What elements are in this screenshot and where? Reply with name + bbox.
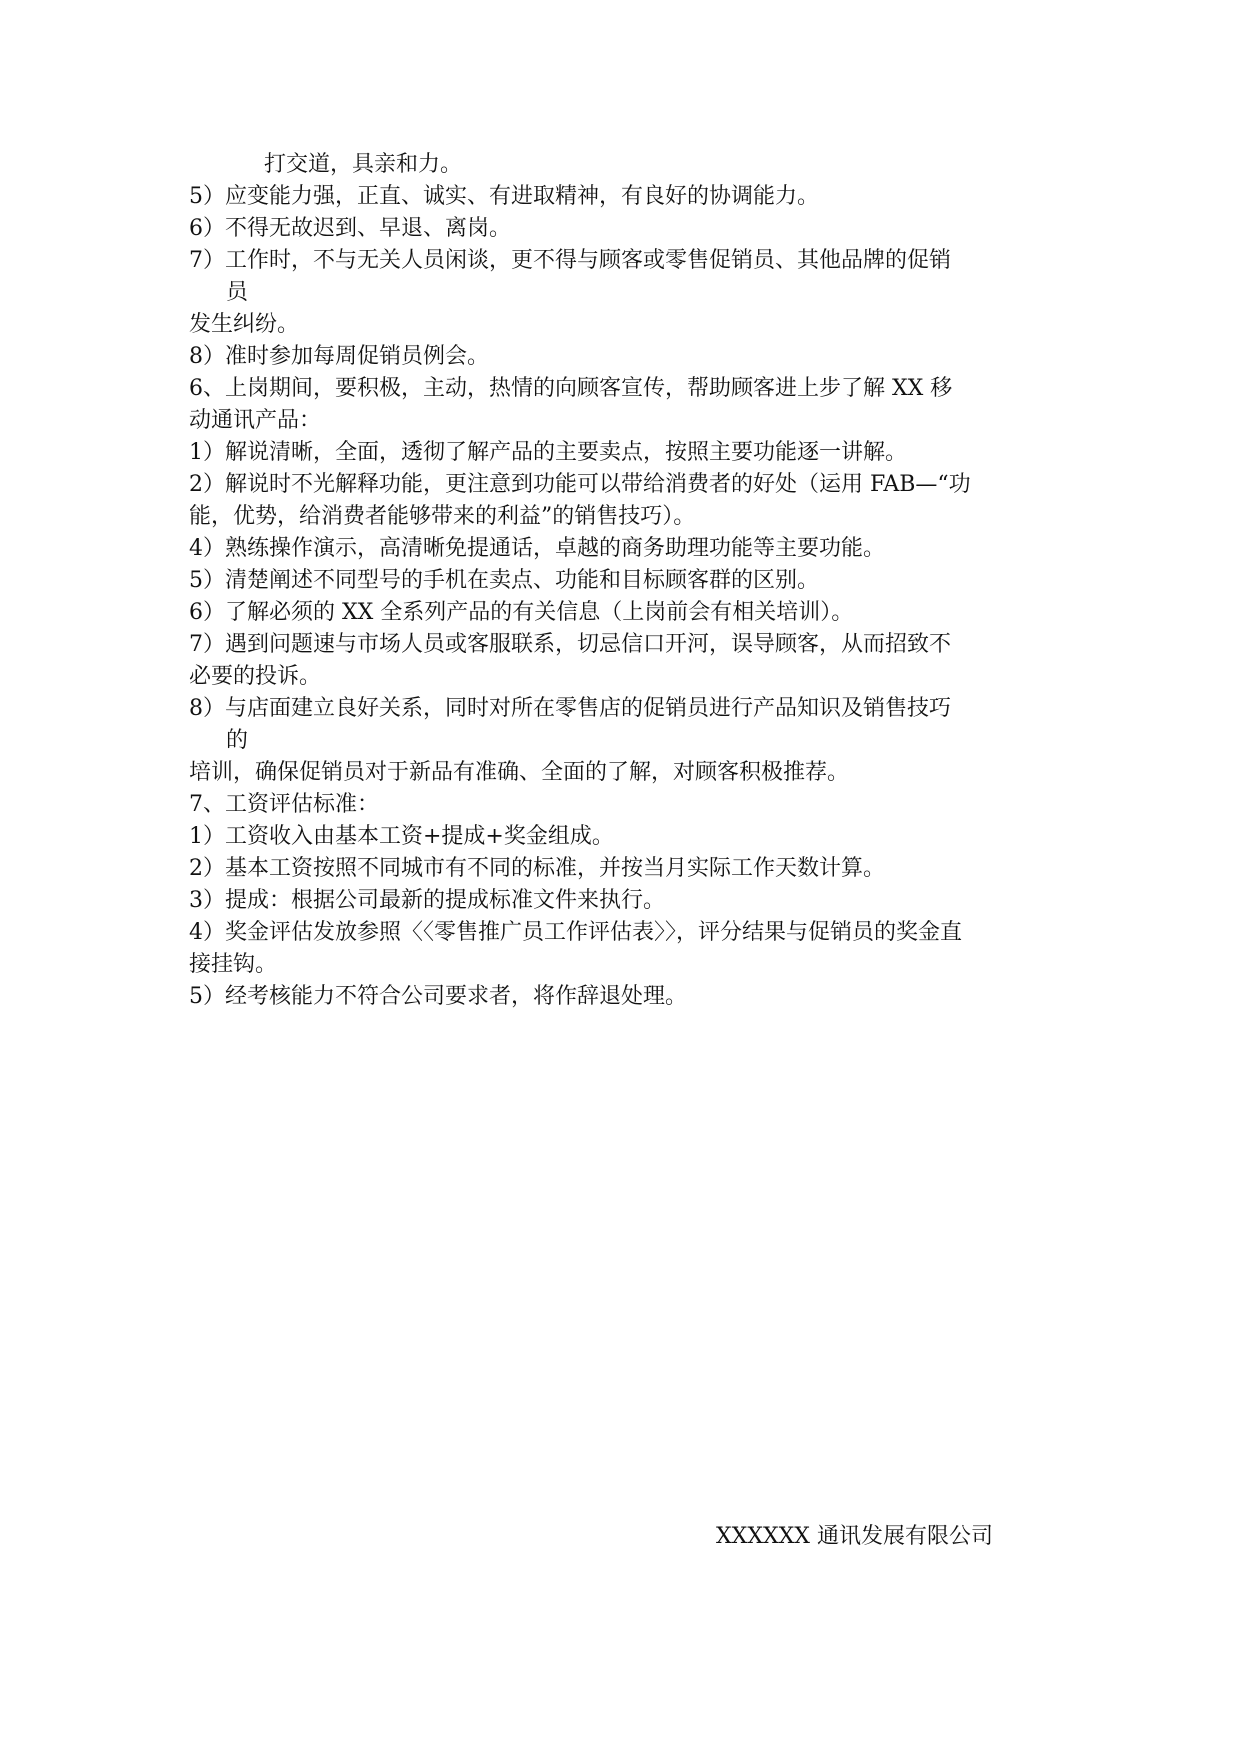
- text-line: 1）工资收入由基本工资+提成+奖金组成。: [189, 824, 614, 849]
- text-line: 能，优势，给消费者能够带来的利益”的销售技巧）。: [189, 504, 696, 529]
- text-line: 必要的投诉。: [189, 664, 322, 689]
- text-line: 4）奖金评估发放参照〈〈零售推广员工作评估表〉〉，评分结果与促销员的奖金直: [189, 920, 962, 945]
- text-line: 8）准时参加每周促销员例会。: [189, 344, 489, 369]
- text-line: 7）工作时，不与无关人员闲谈，更不得与顾客或零售促销员、其他品牌的促销: [189, 248, 951, 273]
- text-line: 的: [226, 728, 249, 753]
- text-line: 2）基本工资按照不同城市有不同的标准，并按当月实际工作天数计算。: [189, 856, 885, 881]
- document-body: [189, 149, 1059, 1013]
- text-line: 5）清楚阐述不同型号的手机在卖点、功能和目标顾客群的区别。: [189, 568, 819, 593]
- text-line: 员: [226, 280, 249, 305]
- text-line: 2）解说时不光解释功能，更注意到功能可以带给消费者的好处（运用 FAB—“功: [189, 472, 971, 497]
- text-line: 培训，确保促销员对于新品有准确、全面的了解，对顾客积极推荐。: [189, 760, 850, 785]
- text-line: 4）熟练操作演示，高清晰免提通话，卓越的商务助理功能等主要功能。: [189, 536, 885, 561]
- text-line: 7）遇到问题速与市场人员或客服联系，切忌信口开河，误导顾客，从而招致不: [189, 632, 951, 657]
- text-line: 5）应变能力强，正直、诚实、有进取精神，有良好的协调能力。: [189, 184, 819, 209]
- text-line: 8）与店面建立良好关系，同时对所在零售店的促销员进行产品知识及销售技巧: [189, 696, 951, 721]
- text-line: 发生纠纷。: [189, 312, 300, 337]
- text-line: 6）了解必须的 XX 全系列产品的有关信息（上岗前会有相关培训）。: [189, 600, 854, 625]
- company-name: XXXXXX 通讯发展有限公司: [716, 1524, 993, 1549]
- text-line: 5）经考核能力不符合公司要求者，将作辞退处理。: [189, 984, 687, 1009]
- text-line: 7、工资评估标准：: [189, 792, 379, 817]
- text-line: 打交道，具亲和力。: [264, 152, 463, 177]
- text-line: 6）不得无故迟到、早退、离岗。: [189, 216, 511, 241]
- text-line: 动通讯产品：: [189, 408, 322, 433]
- text-line: 3）提成：根据公司最新的提成标准文件来执行。: [189, 888, 665, 913]
- text-line: 1）解说清晰，全面，透彻了解产品的主要卖点，按照主要功能逐一讲解。: [189, 440, 907, 465]
- text-line: 6、上岗期间，要积极，主动，热情的向顾客宣传，帮助顾客进上步了解 XX 移: [189, 376, 953, 401]
- text-line: 接挂钩。: [189, 952, 278, 977]
